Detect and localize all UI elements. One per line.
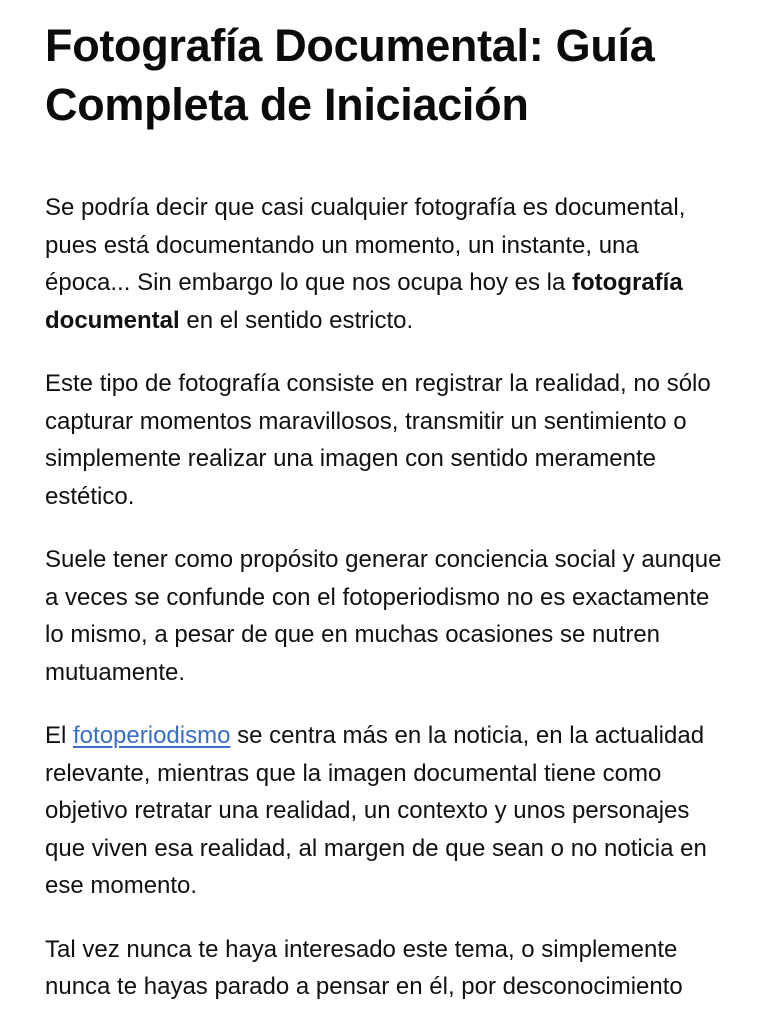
paragraph-definition: Este tipo de fotografía consiste en registrar la realidad, no sólo capturar momentos maravillosos, transmitir un sentimiento o simplemente realizar una imagen con sentido meramente estético.: [45, 370, 711, 510]
paragraph-photojournalism-text-start: El: [45, 722, 74, 749]
paragraph-intro-text-start: Se podría decir que casi cualquier fotografía es documental, pues está documentando un momento, un instante, una época... Sin embargo lo que nos ocupa hoy es la: [45, 194, 686, 296]
paragraph-photojournalism-text-end: se centra más en la noticia, en la actualidad relevante, mientras que la imagen documental tiene como objetivo retratar una realidad, un contexto y unos personajes que viven esa realidad, al margen de que sean o no noticia en ese momento.: [45, 722, 707, 899]
article-title: Fotografía Documental: Guía Completa de Iniciación: [45, 20, 655, 130]
paragraph-purpose: Suele tener como propósito generar conciencia social y aunque a veces se confunde con el fotoperiodismo no es exactamente lo mismo, a pesar de que en muchas ocasiones se nutren mutuamente.: [45, 546, 722, 686]
paragraph-intro: [45, 189, 723, 339]
paragraph-photojournalism: [45, 717, 723, 905]
paragraph-intro-bold-term: fotografía documental: [45, 269, 683, 334]
paragraph-closing: Tal vez nunca te haya interesado este tema, o simplemente nunca te hayas parado a pensar en él, por desconocimiento: [45, 935, 683, 1000]
paragraph-intro-text-end: en el sentido estricto.: [179, 306, 414, 334]
fotoperiodismo-link[interactable]: fotoperiodismo: [73, 722, 231, 749]
